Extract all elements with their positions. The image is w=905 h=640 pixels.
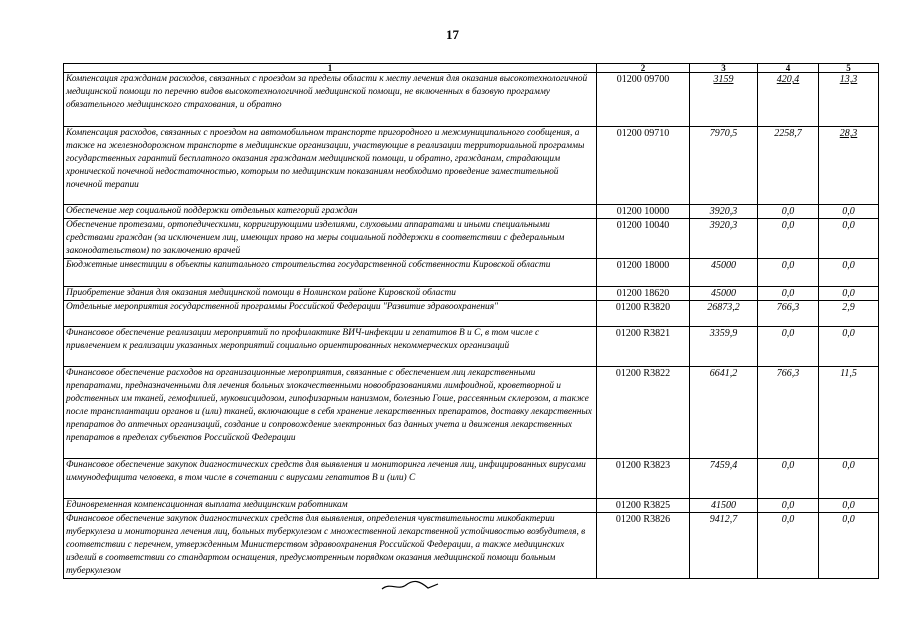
row-value-5: 13,3 (819, 73, 879, 127)
budget-table (63, 63, 879, 579)
row-description: Компенсация расходов, связанных с проездом на автомобильном транспорте пригородного и межмуниципального сообщения, а также на железнодорожном транспорте в медицинские организации, участвующие в реализации территориальной программы государственных гарантий бесплатного оказания гражданам медицинской помощи, и обратно, гражданам, страдающим хронической почечной недостаточностью, которым по медицинским показаниям необходимо проведение заместительной почечной терапии (64, 127, 597, 205)
row-code: 01200 R3826 (597, 513, 690, 579)
row-value-4: 0,0 (758, 499, 819, 513)
row-description: Обеспечение протезами, ортопедическими, корригирующими изделиями, слуховыми аппаратами и иными специальными средствами граждан (за исключением лиц, имеющих право на меры социальной поддержки в соответствии с федеральным законодательством) по заключению врачей (64, 219, 597, 259)
row-value-3: 45000 (690, 259, 758, 287)
row-value-3: 26873,2 (690, 301, 758, 327)
table-row (64, 219, 879, 259)
row-value-3: 9412,7 (690, 513, 758, 579)
row-value-5: 0,0 (819, 205, 879, 219)
row-value-5: 0,0 (819, 287, 879, 301)
row-value-3: 3159 (690, 73, 758, 127)
row-value-3: 45000 (690, 287, 758, 301)
row-value-5: 2,9 (819, 301, 879, 327)
row-value-4: 766,3 (758, 301, 819, 327)
row-description: Обеспечение мер социальной поддержки отдельных категорий граждан (64, 205, 597, 219)
row-value-5: 0,0 (819, 459, 879, 499)
row-value-4: 420,4 (758, 73, 819, 127)
row-value-4: 0,0 (758, 287, 819, 301)
column-header-2: 2 (597, 64, 690, 73)
row-description: Финансовое обеспечение расходов на организационные мероприятия, связанные с обеспечением лиц лекарственными препаратами, предназначенными для лечения больных злокачественными новообразованиями лимфоидной, кроветворной и родственных им тканей, гемофилией, муковисцидозом, гипофизарным нанизмом, болезнью Гоше, рассеянным склерозом, а также после трансплантации органов и (или) тканей, включающие в себя хранение лекарственных препаратов, доставку лекарственных препаратов до аптечных организаций, создание и сопровождение электронных баз данных учета и движения лекарственных препаратов в пределах субъектов Российской Федерации (64, 367, 597, 459)
row-value-3: 6641,2 (690, 367, 758, 459)
row-code: 01200 R3822 (597, 367, 690, 459)
row-code: 01200 18000 (597, 259, 690, 287)
table-row (64, 205, 879, 219)
row-description: Приобретение здания для оказания медицинской помощи в Нолинском районе Кировской области (64, 287, 597, 301)
row-value-4: 0,0 (758, 327, 819, 367)
table-row (64, 301, 879, 327)
column-header-3: 3 (690, 64, 758, 73)
column-header-1: 1 (64, 64, 597, 73)
row-code: 01200 R3825 (597, 499, 690, 513)
row-description: Единовременная компенсационная выплата медицинским работникам (64, 499, 597, 513)
table-row (64, 127, 879, 205)
row-value-4: 2258,7 (758, 127, 819, 205)
row-value-5: 28,3 (819, 127, 879, 205)
row-value-4: 0,0 (758, 459, 819, 499)
row-description: Компенсация гражданам расходов, связанных с проездом за пределы области к месту лечения для оказания высокотехнологичной медицинской помощи по перечню видов высокотехнологичной медицинской помощи, не включенных в базовую программу обязательного медицинского страхования, и обратно (64, 73, 597, 127)
row-code: 01200 R3823 (597, 459, 690, 499)
row-value-3: 41500 (690, 499, 758, 513)
page-number: 17 (446, 27, 459, 42)
table-row (64, 287, 879, 301)
row-description: Бюджетные инвестиции в объекты капитального строительства государственной собственности Кировской области (64, 259, 597, 287)
header-row (64, 64, 879, 73)
row-value-5: 11,5 (819, 367, 879, 459)
signature-mark (380, 580, 440, 592)
row-value-4: 0,0 (758, 513, 819, 579)
row-code: 01200 R3821 (597, 327, 690, 367)
table-row (64, 327, 879, 367)
row-value-4: 0,0 (758, 205, 819, 219)
row-value-3: 3920,3 (690, 205, 758, 219)
row-description: Отдельные мероприятия государственной программы Российской Федерации "Развитие здравоохранения" (64, 301, 597, 327)
row-value-4: 766,3 (758, 367, 819, 459)
row-value-4: 0,0 (758, 259, 819, 287)
table-row (64, 499, 879, 513)
column-header-4: 4 (758, 64, 819, 73)
row-value-3: 3920,3 (690, 219, 758, 259)
row-value-3: 3359,9 (690, 327, 758, 367)
row-value-5: 0,0 (819, 219, 879, 259)
row-code: 01200 09710 (597, 127, 690, 205)
row-description: Финансовое обеспечение закупок диагностических средств для выявления, определения чувствительности микобактерии туберкулеза и мониторинга лечения лиц, больных туберкулезом с множественной лекарственной устойчивостью возбудителя, в соответствии с перечнем, утвержденным Министерством здравоохранения Российской Федерации, а также медицинских изделий в соответствии со стандартом оснащения, предусмотренным порядком оказания медицинской помощи больным туберкулезом (64, 513, 597, 579)
row-code: 01200 18620 (597, 287, 690, 301)
row-code: 01200 09700 (597, 73, 690, 127)
row-value-5: 0,0 (819, 259, 879, 287)
table-row (64, 259, 879, 287)
column-header-5: 5 (819, 64, 879, 73)
row-description: Финансовое обеспечение закупок диагностических средств для выявления и мониторинга лечения лиц, инфицированных вирусами иммунодефицита человека, в том числе в сочетании с вирусами гепатитов В и (или) С (64, 459, 597, 499)
row-value-5: 0,0 (819, 327, 879, 367)
row-value-3: 7970,5 (690, 127, 758, 205)
table-row (64, 367, 879, 459)
table-row (64, 513, 879, 579)
row-value-4: 0,0 (758, 219, 819, 259)
table-row (64, 459, 879, 499)
row-code: 01200 10040 (597, 219, 690, 259)
row-value-5: 0,0 (819, 499, 879, 513)
row-code: 01200 10000 (597, 205, 690, 219)
row-value-5: 0,0 (819, 513, 879, 579)
row-code: 01200 R3820 (597, 301, 690, 327)
row-description: Финансовое обеспечение реализации мероприятий по профилактике ВИЧ-инфекции и гепатитов В и С, в том числе с привлечением к реализации указанных мероприятий социально ориентированных некоммерческих организаций (64, 327, 597, 367)
row-value-3: 7459,4 (690, 459, 758, 499)
table-row (64, 73, 879, 127)
